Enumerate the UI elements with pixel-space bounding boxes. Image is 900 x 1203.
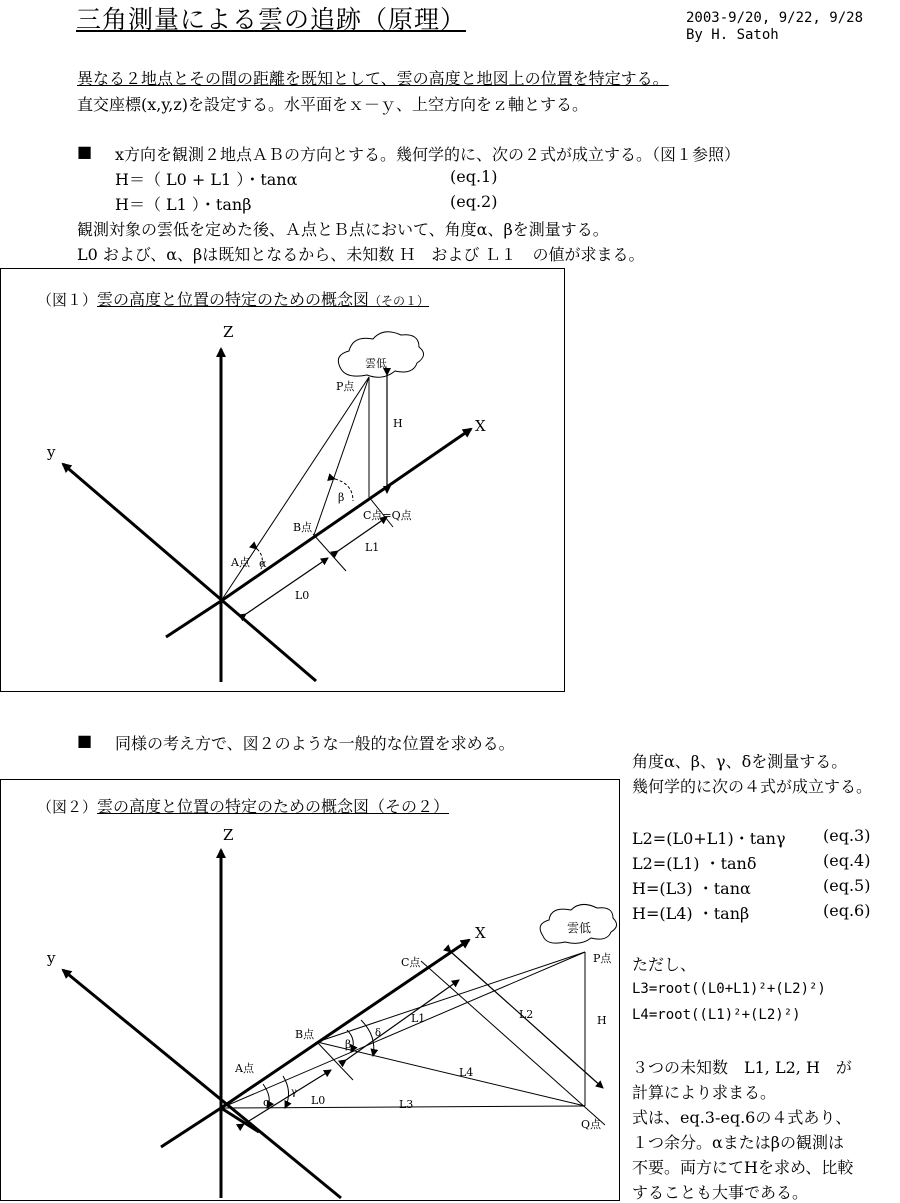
a-label: A点 bbox=[235, 1062, 254, 1075]
eq3: L2=(L0+L1)・tanγ bbox=[632, 829, 786, 848]
l0-label: L0 bbox=[311, 1094, 326, 1107]
l1-label: L1 bbox=[411, 1012, 426, 1025]
eq5-tag: (eq.5) bbox=[823, 876, 871, 895]
section1-text: x方向を観測２地点ＡＢの方向とする。幾何学的に、次の２式が成立する。（図１参照） bbox=[115, 145, 741, 164]
l3-definition: L3=root((L0+L1)²+(L2)²) bbox=[632, 981, 826, 997]
line-b-p bbox=[317, 952, 585, 1042]
cq-label: C点=Q点 bbox=[363, 509, 412, 522]
eq6-tag: (eq.6) bbox=[823, 901, 871, 920]
y-axis bbox=[63, 464, 316, 681]
eq2-tag: (eq.2) bbox=[450, 192, 498, 211]
h-label: H bbox=[393, 417, 403, 430]
figure2-caption: 雲の高度と位置の特定のための概念図（その２） bbox=[97, 797, 450, 816]
conclusion-5: 不要。両方にてHを求め、比較 bbox=[632, 1158, 854, 1177]
intro-line-1: 異なる２地点とその間の距離を既知として、雲の高度と地図上の位置を特定する。 bbox=[77, 69, 669, 88]
conclusion-1: ３つの未知数 L1, L2, H が bbox=[632, 1058, 852, 1077]
figure2-diagram bbox=[1, 780, 619, 1200]
conclusion-6: することも大事である。 bbox=[632, 1183, 809, 1202]
beta-label: β bbox=[338, 491, 345, 504]
figure2-frame bbox=[0, 779, 620, 1201]
x-axis-neg bbox=[166, 601, 221, 637]
c-label: C点 bbox=[401, 956, 421, 969]
side-line-2: 幾何学的に次の４式が成立する。 bbox=[632, 777, 873, 796]
line-b-p bbox=[314, 377, 369, 535]
l1-arrow bbox=[338, 517, 387, 551]
cloud-shape bbox=[338, 332, 423, 377]
x-label: X bbox=[475, 924, 486, 942]
y-axis bbox=[63, 970, 341, 1198]
l1-label: L1 bbox=[365, 541, 380, 554]
alpha-label: α bbox=[263, 1096, 271, 1109]
b-label: B点 bbox=[295, 1028, 315, 1041]
delta-label: δ bbox=[375, 1028, 382, 1039]
y-label: y bbox=[47, 949, 56, 967]
line-a-p bbox=[221, 952, 585, 1108]
a-label: A点 bbox=[231, 556, 250, 569]
side-line-1: 角度α、β、γ、δを測量する。 bbox=[632, 752, 848, 771]
figure1-caption-suffix: （その１） bbox=[369, 294, 430, 308]
z-label: Z bbox=[223, 826, 234, 844]
x-axis bbox=[221, 429, 471, 601]
figure1-frame bbox=[0, 268, 565, 692]
l2-label: L2 bbox=[519, 1008, 534, 1021]
eq1: H＝（ L0 + L1 ）・tanα bbox=[115, 170, 298, 189]
l3-label: L3 bbox=[399, 1098, 414, 1111]
x-axis-neg bbox=[161, 1108, 221, 1147]
beta-label: β bbox=[345, 1038, 352, 1051]
l4-definition: L4=root((L1)²+(L2)²) bbox=[632, 1007, 801, 1023]
p-label: P点 bbox=[336, 380, 355, 393]
eq6: H=(L4) ・tanβ bbox=[632, 904, 750, 923]
cloud-label: 雲低 bbox=[567, 921, 592, 935]
tadashi: ただし、 bbox=[632, 955, 697, 974]
alpha-label: α bbox=[259, 557, 267, 570]
bullet-1: ■ bbox=[77, 142, 93, 161]
conclusion-4: １つ余分。αまたはβの観測は bbox=[632, 1133, 845, 1152]
section1-line4: L0 および、α、βは既知となるから、未知数 Ｈ および Ｌ１ の値が求まる。 bbox=[77, 245, 645, 264]
conclusion-3: 式は、eq.3-eq.6の４式あり、 bbox=[632, 1108, 852, 1127]
figure1-caption-text: 雲の高度と位置の特定のための概念図 bbox=[97, 290, 370, 309]
figure1-diagram bbox=[1, 269, 564, 691]
y-label: y bbox=[47, 443, 56, 461]
h-label: H bbox=[597, 1014, 607, 1027]
figure1-caption-prefix: （図１） bbox=[37, 291, 98, 309]
x-axis bbox=[221, 940, 469, 1108]
q-label: Q点 bbox=[581, 1118, 602, 1131]
conclusion-2: 計算により求まる。 bbox=[632, 1083, 777, 1102]
eq4-tag: (eq.4) bbox=[823, 851, 871, 870]
b-label: B点 bbox=[293, 521, 313, 534]
eq2: H＝（ L1 ）・tanβ bbox=[115, 195, 252, 214]
eq4: L2=(L1) ・tanδ bbox=[632, 854, 757, 873]
l0-label: L0 bbox=[295, 589, 310, 602]
cloud-label: 雲低 bbox=[365, 357, 387, 370]
z-label: Z bbox=[223, 323, 234, 341]
gamma-label: γ bbox=[291, 1087, 297, 1098]
eq5: H=(L3) ・tanα bbox=[632, 879, 751, 898]
section2-text: 同様の考え方で、図２のような一般的な位置を求める。 bbox=[115, 734, 515, 753]
l1-arrow bbox=[346, 980, 459, 1060]
section1-line3: 観測対象の雲低を定めた後、Ａ点とＢ点において、角度α、βを測量する。 bbox=[77, 220, 609, 239]
l4-label: L4 bbox=[459, 1066, 474, 1079]
page-title: 三角測量による雲の追跡（原理） bbox=[76, 5, 467, 34]
author-line: By H. Satoh bbox=[686, 27, 779, 43]
eq3-tag: (eq.3) bbox=[823, 826, 871, 845]
line-c-q bbox=[421, 961, 605, 1125]
intro-line-2: 直交座標(x,y,z)を設定する。水平面をｘ－ｙ、上空方向をｚ軸とする。 bbox=[77, 95, 589, 114]
y-axis-neg bbox=[221, 1108, 259, 1132]
bullet-2: ■ bbox=[77, 731, 93, 750]
figure2-caption-prefix: （図２） bbox=[37, 798, 98, 816]
date-line: 2003-9/20, 9/22, 9/28 bbox=[686, 10, 864, 26]
p-label: P点 bbox=[593, 952, 612, 965]
x-label: X bbox=[475, 417, 486, 435]
eq1-tag: (eq.1) bbox=[450, 167, 498, 186]
